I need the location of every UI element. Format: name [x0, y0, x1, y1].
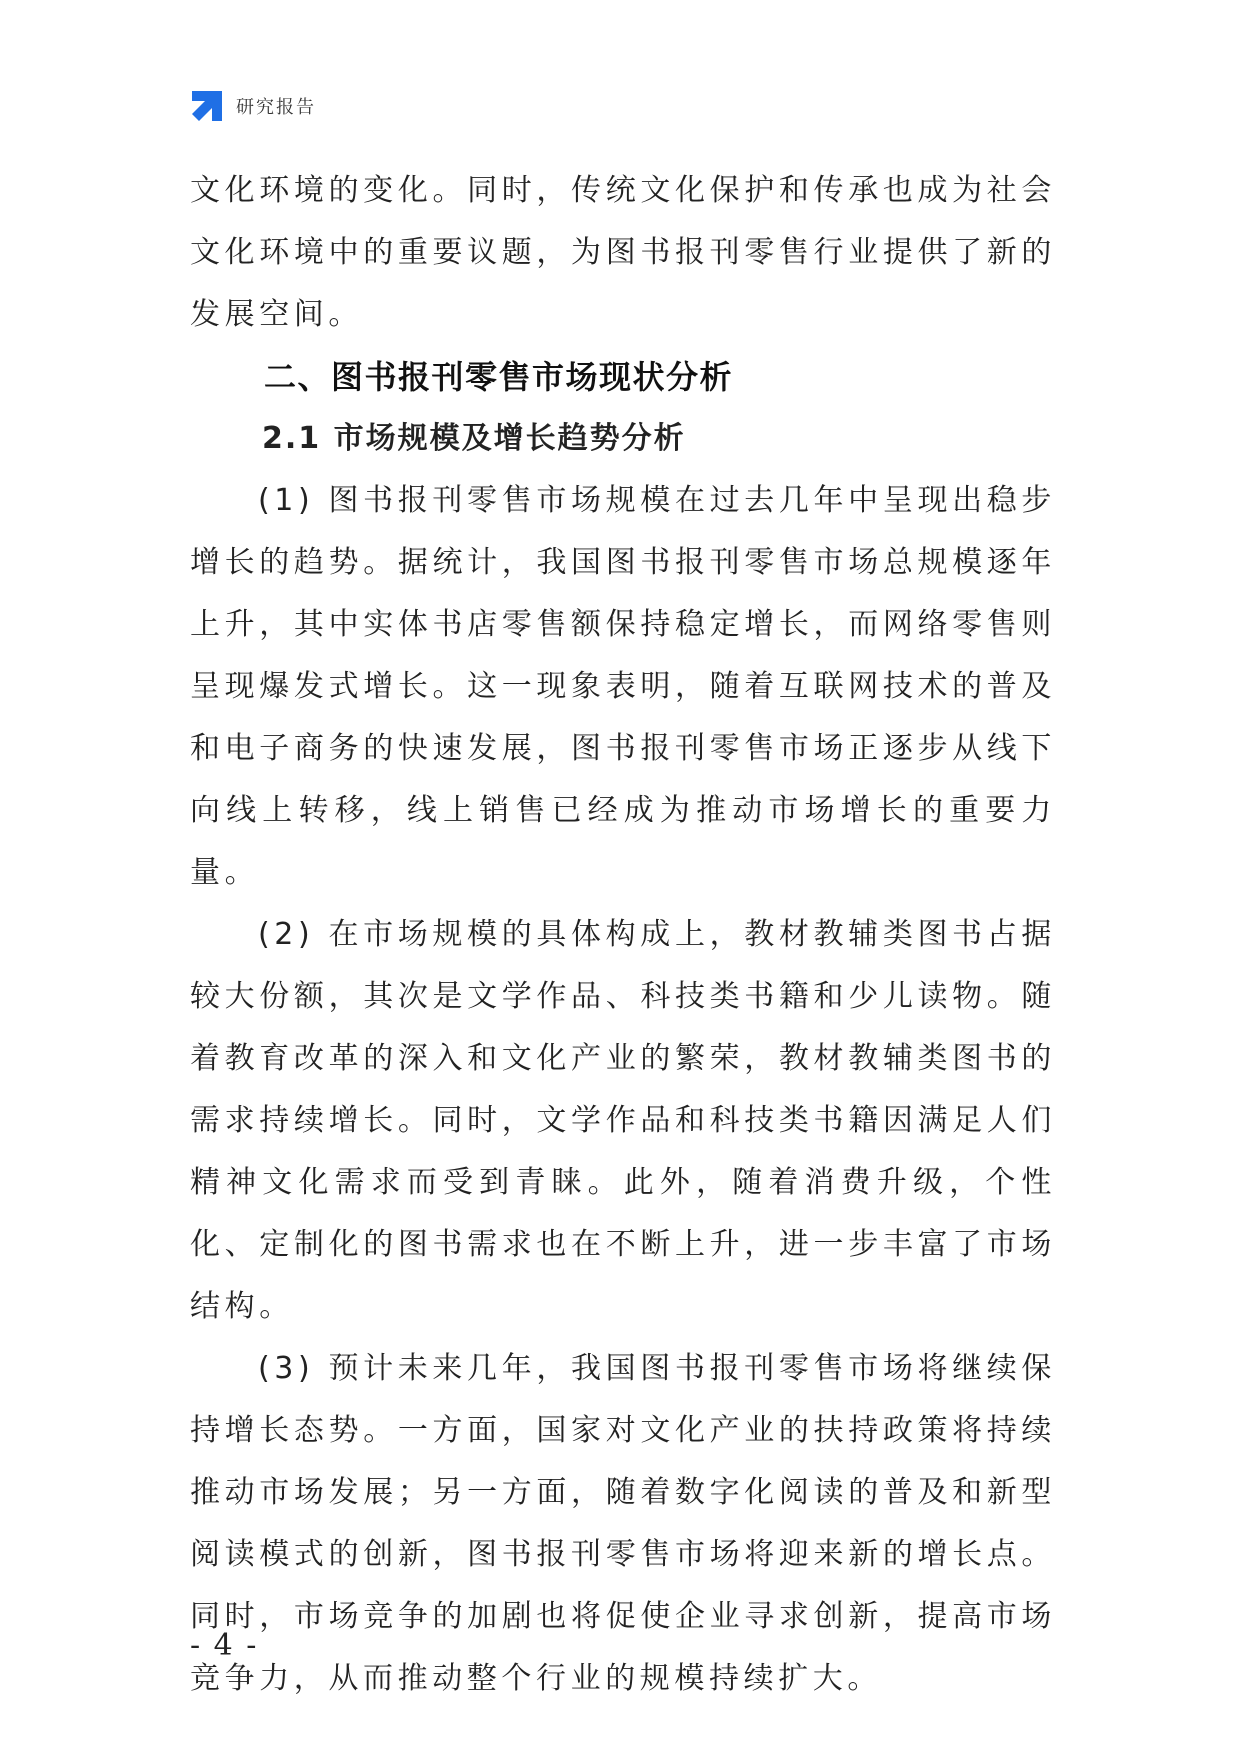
section-heading: 二、图书报刊零售市场现状分析 [264, 358, 734, 396]
main-content [190, 160, 1056, 1710]
subsection-heading: 2.1 市场规模及增长趋势分析 [262, 421, 686, 456]
paragraph-1: (1) 图书报刊零售市场规模在过去几年中呈现出稳步增长的趋势。据统计，我国图书报刊零售市场总规模逐年上升，其中实体书店零售额保持稳定增长，而网络零售则呈现爆发式增长。这一现象表明，随着互联网技术的普及和电子商务的快速发展，图书报刊零售市场正逐步从线下向线上转移，线上销售已经成为推动市场增长的重要力量。 [190, 483, 1056, 890]
paragraph-2: (2) 在市场规模的具体构成上，教材教辅类图书占据较大份额，其次是文学作品、科技类书籍和少儿读物。随着教育改革的深入和文化产业的繁荣，教材教辅类图书的需求持续增长。同时，文学作品和科技类书籍因满足人们精神文化需求而受到青睐。此外，随着消费升级，个性化、定制化的图书需求也在不断上升，进一步丰富了市场结构。 [190, 917, 1056, 1324]
page-header [190, 88, 316, 124]
page-number: - 4 - [190, 1628, 259, 1663]
paragraph-3: (3) 预计未来几年，我国图书报刊零售市场将继续保持增长态势。一方面，国家对文化产业的扶持政策将持续推动市场发展；另一方面，随着数字化阅读的普及和新型阅读模式的创新，图书报刊零售市场将迎来新的增长点。同时，市场竞争的加剧也将促使企业寻求创新，提高市场竞争力，从而推动整个行业的规模持续扩大。 [190, 1351, 1056, 1696]
header-title: 研究报告 [236, 97, 316, 118]
paragraph-continued: 文化环境的变化。同时，传统文化保护和传承也成为社会文化环境中的重要议题，为图书报刊零售行业提供了新的发展空间。 [190, 173, 1056, 332]
brand-arrow-logo-icon [190, 89, 224, 123]
